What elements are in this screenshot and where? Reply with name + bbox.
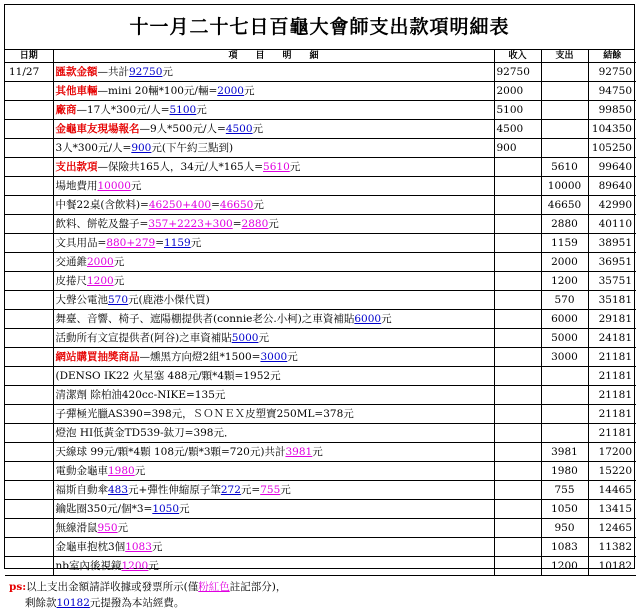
- balance-cell: 21181: [588, 367, 636, 386]
- expense-cell: 46650: [541, 196, 588, 215]
- table-row: [5, 367, 636, 386]
- item-text: 元: [162, 65, 173, 78]
- expense-sheet: [4, 4, 635, 609]
- header-item: 項 目 明 細: [53, 50, 494, 63]
- date-cell: 11/27: [5, 63, 53, 82]
- table-row: [5, 291, 636, 310]
- highlight-text: 支出款項: [55, 160, 98, 173]
- date-cell: [5, 481, 53, 500]
- item-cell: [53, 348, 494, 367]
- income-cell: [494, 424, 541, 443]
- balance-cell: 38951: [588, 234, 636, 253]
- item-text: —17人*300元/人=: [76, 103, 170, 116]
- expense-cell: 5610: [541, 158, 588, 177]
- date-cell: [5, 462, 53, 481]
- date-cell: [5, 519, 53, 538]
- item-cell: [53, 215, 494, 234]
- balance-cell: 11382: [588, 538, 636, 557]
- item-text: 元: [134, 464, 146, 477]
- date-cell: [5, 538, 53, 557]
- date-cell: [5, 234, 53, 253]
- expense-cell: 10000: [541, 177, 588, 196]
- header-income: 收入: [494, 50, 541, 63]
- highlight-text: ps:: [9, 581, 27, 593]
- expense-cell: 570: [541, 291, 588, 310]
- item-text: =: [211, 198, 220, 211]
- balance-cell: 92750: [588, 63, 636, 82]
- item-text: —9人*500元/人=: [139, 122, 226, 135]
- item-cell: [53, 329, 494, 348]
- header-expense: 支出: [541, 50, 588, 63]
- expense-cell: 3000: [541, 348, 588, 367]
- balance-cell: 21181: [588, 424, 636, 443]
- footnote: [5, 576, 634, 611]
- date-cell: [5, 424, 53, 443]
- item-text: 剩餘款: [25, 597, 57, 609]
- date-cell: [5, 500, 53, 519]
- expense-cell: [541, 386, 588, 405]
- balance-cell: 13415: [588, 500, 636, 519]
- table-row: [5, 158, 636, 177]
- item-text: 元: [244, 84, 255, 97]
- balance-cell: 35751: [588, 272, 636, 291]
- item-cell: [53, 139, 494, 158]
- highlight-text: 10000: [97, 179, 131, 192]
- income-cell: [494, 310, 541, 329]
- table-row: [5, 519, 636, 538]
- item-cell: [53, 63, 494, 82]
- highlight-text: 272: [220, 483, 241, 496]
- highlight-text: 3981: [285, 445, 313, 458]
- balance-cell: 99640: [588, 158, 636, 177]
- table-row: [5, 405, 636, 424]
- table-row: [5, 234, 636, 253]
- item-text: 元: [381, 312, 392, 325]
- item-cell: [53, 367, 494, 386]
- highlight-text: 2880: [241, 217, 269, 230]
- date-cell: [5, 120, 53, 139]
- income-cell: [494, 500, 541, 519]
- item-cell: [53, 272, 494, 291]
- table-row: [5, 424, 636, 443]
- balance-cell: 40110: [588, 215, 636, 234]
- date-cell: [5, 177, 53, 196]
- date-cell: [5, 139, 53, 158]
- income-cell: 5100: [494, 101, 541, 120]
- balance-cell: 10182: [588, 557, 636, 576]
- income-cell: [494, 386, 541, 405]
- highlight-text: 900: [131, 141, 152, 154]
- highlight-text: 1159: [164, 236, 191, 249]
- item-text: 元: [287, 350, 298, 363]
- balance-cell: 94750: [588, 82, 636, 101]
- item-text: =: [155, 236, 165, 249]
- balance-cell: 36951: [588, 253, 636, 272]
- expense-cell: [541, 120, 588, 139]
- table-row: [5, 139, 636, 158]
- expense-cell: [541, 139, 588, 158]
- expense-cell: 1200: [541, 557, 588, 576]
- balance-cell: 105250: [588, 139, 636, 158]
- item-cell: [53, 101, 494, 120]
- item-text: 元提撥為本站經費。: [89, 597, 185, 609]
- item-text: 場地費用: [55, 179, 98, 192]
- highlight-text: 357+2223+300: [148, 217, 233, 230]
- balance-cell: 89640: [588, 177, 636, 196]
- item-text: 無線滑鼠: [55, 521, 98, 534]
- table-row: [5, 386, 636, 405]
- highlight-text: 950: [97, 521, 118, 534]
- item-text: 元: [117, 521, 129, 534]
- date-cell: [5, 158, 53, 177]
- highlight-text: 金龜車友現場報名: [55, 122, 140, 135]
- date-cell: [5, 310, 53, 329]
- item-text: =: [232, 217, 242, 230]
- highlight-text: 1200: [87, 274, 114, 287]
- highlight-text: 4500: [225, 122, 253, 135]
- date-cell: [5, 272, 53, 291]
- item-text: (DENSO IK22 火星塞 488元/顆*4顆=1952元: [55, 369, 281, 382]
- highlight-text: 匯款金額: [55, 65, 98, 78]
- item-text: nb室內後視鏡: [55, 559, 122, 572]
- expense-cell: 6000: [541, 310, 588, 329]
- expense-cell: 755: [541, 481, 588, 500]
- highlight-text: 755: [260, 483, 281, 496]
- item-cell: [53, 120, 494, 139]
- item-cell: [53, 424, 494, 443]
- header-date: 日期: [5, 50, 53, 63]
- expense-cell: 1083: [541, 538, 588, 557]
- item-cell: [53, 177, 494, 196]
- item-text: —燻黑方向燈2組*1500=: [139, 350, 261, 363]
- item-text: 3人*300元/人=: [55, 141, 132, 154]
- table-row: [5, 462, 636, 481]
- table-row: [5, 481, 636, 500]
- footnote-line-2: [9, 595, 630, 611]
- income-cell: [494, 443, 541, 462]
- item-text: 清潔劑 除柏油420cc-NIKE=135元: [55, 388, 226, 401]
- income-cell: [494, 234, 541, 253]
- item-text: 元: [289, 160, 301, 173]
- item-cell: [53, 462, 494, 481]
- income-cell: 4500: [494, 120, 541, 139]
- balance-cell: 14465: [588, 481, 636, 500]
- item-text: 以上支出金額請詳收據或發票所示(僅: [26, 581, 199, 593]
- item-text: 中餐22桌(含飲料)=: [55, 198, 149, 211]
- date-cell: [5, 443, 53, 462]
- table-row: [5, 253, 636, 272]
- highlight-text: 92750: [129, 65, 163, 78]
- date-cell: [5, 291, 53, 310]
- item-text: 皮捲尺: [55, 274, 87, 287]
- item-text: 大聲公電池: [55, 293, 108, 306]
- income-cell: [494, 196, 541, 215]
- expense-cell: 950: [541, 519, 588, 538]
- highlight-text: 5610: [263, 160, 290, 173]
- item-cell: [53, 82, 494, 101]
- table-row: [5, 538, 636, 557]
- header-row: [5, 50, 636, 63]
- item-cell: [53, 158, 494, 177]
- page-title: 十一月二十七日百龜大會師支出款項明細表: [5, 5, 634, 50]
- footnote-line-1: [9, 579, 630, 595]
- item-text: 元: [252, 122, 264, 135]
- item-cell: [53, 500, 494, 519]
- highlight-text: 1980: [108, 464, 135, 477]
- item-text: 元: [148, 559, 159, 572]
- table-row: [5, 63, 636, 82]
- income-cell: [494, 253, 541, 272]
- income-cell: [494, 462, 541, 481]
- income-cell: [494, 329, 541, 348]
- item-text: 飲料、餅乾及盤子=: [55, 217, 149, 230]
- item-text: —共計: [97, 65, 129, 78]
- item-cell: [53, 291, 494, 310]
- table-row: [5, 101, 636, 120]
- expense-cell: 1159: [541, 234, 588, 253]
- income-cell: [494, 291, 541, 310]
- table-row: [5, 215, 636, 234]
- item-text: 元: [113, 255, 125, 268]
- expense-cell: 1980: [541, 462, 588, 481]
- expense-cell: [541, 101, 588, 120]
- item-text: 電動金龜車: [55, 464, 108, 477]
- income-cell: [494, 481, 541, 500]
- balance-cell: 21181: [588, 386, 636, 405]
- income-cell: [494, 405, 541, 424]
- header-balance: 結餘: [588, 50, 636, 63]
- balance-cell: 12465: [588, 519, 636, 538]
- item-text: 元: [113, 274, 125, 287]
- highlight-text: 2000: [87, 255, 114, 268]
- date-cell: [5, 196, 53, 215]
- item-cell: [53, 253, 494, 272]
- income-cell: [494, 367, 541, 386]
- highlight-text: 880+279: [106, 236, 156, 249]
- item-text: 子彈極光臘AS390=398元，ＳＯＮＥＸ皮塑寶250ML=378元: [55, 407, 354, 420]
- item-text: 活動所有文宣提供者(阿谷)之車資補貼: [55, 331, 232, 344]
- table-row: [5, 120, 636, 139]
- balance-cell: 29181: [588, 310, 636, 329]
- table-row: [5, 443, 636, 462]
- balance-cell: 24181: [588, 329, 636, 348]
- highlight-text: 1083: [125, 540, 152, 553]
- balance-cell: 21181: [588, 348, 636, 367]
- highlight-text: 570: [108, 293, 129, 306]
- highlight-text: 1050: [152, 502, 180, 515]
- expense-cell: 5000: [541, 329, 588, 348]
- item-text: 文具用品=: [55, 236, 107, 249]
- income-cell: [494, 158, 541, 177]
- item-text: 元: [179, 502, 190, 515]
- balance-cell: 42990: [588, 196, 636, 215]
- item-cell: [53, 196, 494, 215]
- item-text: 元: [268, 217, 279, 230]
- highlight-text: 5000: [231, 331, 259, 344]
- item-text: 福斯自動傘: [55, 483, 108, 496]
- ledger-table: [5, 50, 636, 576]
- expense-cell: [541, 367, 588, 386]
- item-text: 燈泡 HI低黃金TD539-鈦刀=398元．: [55, 426, 235, 439]
- highlight-text: 其他車輛: [55, 84, 98, 97]
- income-cell: [494, 348, 541, 367]
- balance-cell: 21181: [588, 405, 636, 424]
- date-cell: [5, 253, 53, 272]
- date-cell: [5, 215, 53, 234]
- highlight-text: 5100: [169, 103, 197, 116]
- balance-cell: 104350: [588, 120, 636, 139]
- item-text: 元: [151, 540, 163, 553]
- item-text: 交通錐: [55, 255, 87, 268]
- date-cell: [5, 386, 53, 405]
- table-row: [5, 329, 636, 348]
- item-text: 元(鹿港小傑代買): [128, 293, 210, 306]
- balance-cell: 17200: [588, 443, 636, 462]
- item-text: 元: [130, 179, 142, 192]
- income-cell: 92750: [494, 63, 541, 82]
- highlight-text: 3000: [260, 350, 288, 363]
- expense-cell: 1050: [541, 500, 588, 519]
- date-cell: [5, 348, 53, 367]
- item-cell: [53, 519, 494, 538]
- item-text: 元(下午約三點到): [151, 141, 234, 154]
- income-cell: [494, 519, 541, 538]
- date-cell: [5, 101, 53, 120]
- highlight-text: 2000: [217, 84, 244, 97]
- table-row: [5, 348, 636, 367]
- highlight-text: 46250+400: [148, 198, 212, 211]
- item-cell: [53, 310, 494, 329]
- highlight-text: 483: [108, 483, 129, 496]
- item-cell: [53, 538, 494, 557]
- expense-cell: 2000: [541, 253, 588, 272]
- table-row: [5, 500, 636, 519]
- expense-cell: [541, 405, 588, 424]
- item-cell: [53, 405, 494, 424]
- table-row: [5, 272, 636, 291]
- date-cell: [5, 405, 53, 424]
- expense-cell: 3981: [541, 443, 588, 462]
- item-text: —保險共165人，34元/人*165人=: [97, 160, 264, 173]
- item-text: 元+彈性伸縮原子筆: [128, 483, 221, 496]
- table-row: [5, 177, 636, 196]
- income-cell: 900: [494, 139, 541, 158]
- date-cell: [5, 329, 53, 348]
- item-text: 金龜車抱枕3個: [55, 540, 126, 553]
- table-row: [5, 82, 636, 101]
- balance-cell: 35181: [588, 291, 636, 310]
- highlight-text: 1200: [121, 559, 149, 572]
- date-cell: [5, 82, 53, 101]
- item-cell: [53, 234, 494, 253]
- item-text: 元=: [240, 483, 261, 496]
- item-text: 註記部分)，: [229, 581, 287, 593]
- highlight-text: 10182: [56, 597, 90, 609]
- income-cell: [494, 272, 541, 291]
- expense-cell: [541, 82, 588, 101]
- item-cell: [53, 443, 494, 462]
- highlight-text: 粉紅色: [198, 581, 230, 593]
- item-cell: [53, 386, 494, 405]
- expense-cell: [541, 63, 588, 82]
- highlight-text: 46650: [219, 198, 254, 211]
- expense-cell: 2880: [541, 215, 588, 234]
- item-text: 天線球 99元/顆*4顆 108元/顆*3顆=720元)共計: [55, 445, 286, 458]
- income-cell: [494, 215, 541, 234]
- table-row: [5, 310, 636, 329]
- item-text: 元: [258, 331, 269, 344]
- income-cell: [494, 177, 541, 196]
- income-cell: 2000: [494, 82, 541, 101]
- balance-cell: 99850: [588, 101, 636, 120]
- item-text: 鑰匙圈350元/個*3=: [55, 502, 153, 515]
- item-text: 元: [253, 198, 264, 211]
- highlight-text: 廠商: [55, 103, 77, 116]
- item-text: 元: [190, 236, 202, 249]
- highlight-text: 6000: [354, 312, 382, 325]
- item-text: 元: [312, 445, 323, 458]
- item-text: 元: [280, 483, 291, 496]
- highlight-text: 網站購買抽獎商品: [55, 350, 140, 363]
- item-text: —mini 20輛*100元/輛=: [97, 84, 218, 97]
- item-cell: [53, 481, 494, 500]
- balance-cell: 15220: [588, 462, 636, 481]
- income-cell: [494, 538, 541, 557]
- date-cell: [5, 367, 53, 386]
- expense-cell: 1200: [541, 272, 588, 291]
- table-row: [5, 196, 636, 215]
- item-text: 元: [196, 103, 207, 116]
- item-text: 舞臺、音響、椅子、遮陽棚提供者(connie老公.小柯)之車資補貼: [55, 312, 355, 325]
- expense-cell: [541, 424, 588, 443]
